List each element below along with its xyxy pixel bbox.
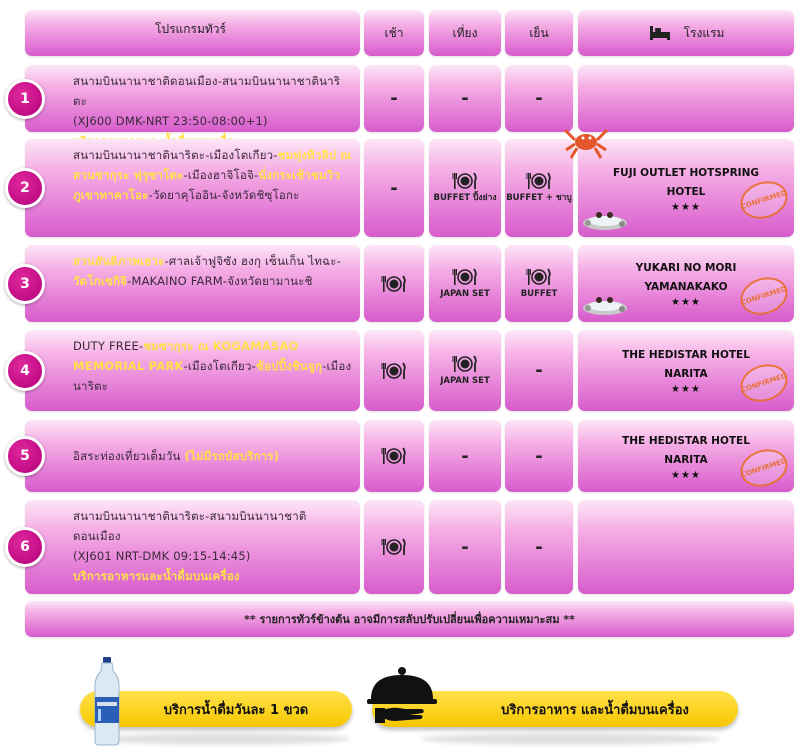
program-segment: สนามบินนานาชาติดอนเมือง-สนามบินนานาชาตินาริตะ	[73, 74, 341, 108]
header-program	[25, 10, 360, 56]
meal-icon	[452, 267, 478, 287]
no-meal-dash: -	[390, 177, 398, 199]
program-segment: -เมืองโตเกียว-	[183, 359, 256, 373]
crab-icon	[563, 120, 609, 162]
program-text	[73, 145, 352, 205]
day-1-breakfast	[364, 65, 424, 132]
day-6-dinner	[505, 500, 573, 594]
day-6-program	[25, 500, 360, 594]
confirmed-stamp: CONFIRMED	[736, 443, 793, 492]
day-2-breakfast	[364, 139, 424, 237]
no-meal-dash: -	[535, 88, 543, 109]
onsen-icon	[582, 288, 628, 316]
day-3-lunch	[429, 245, 501, 322]
day-5-lunch	[429, 420, 501, 492]
day-6-badge: 6	[5, 527, 45, 567]
meal-icon	[452, 354, 478, 374]
day-5-dinner	[505, 420, 573, 492]
day-4-breakfast	[364, 330, 424, 411]
confirmed-stamp: CONFIRMED	[736, 271, 793, 320]
meal-label: BUFFET ปิ้งย่าง	[433, 193, 497, 203]
meal-service-label: บริการอาหาร และน้ำดื่มบนเครื่อง	[501, 702, 689, 718]
day-4-badge: 4	[5, 351, 45, 391]
hotel-name: FUJI OUTLET HOTSPRING HOTEL	[613, 166, 759, 198]
program-segment: สนามบินนานาชาตินาริตะ-สนามบินนานาชาติดอนเมือง	[73, 509, 307, 543]
program-segment: -วัดยาคุโออิน-จังหวัดชิซุโอกะ	[148, 188, 300, 202]
meal-label: BUFFET + ชาบู	[506, 193, 572, 203]
day-6-hotel	[578, 500, 794, 594]
meal-icon	[381, 537, 407, 557]
program-text	[73, 446, 352, 466]
meal-label: JAPAN SET	[440, 375, 490, 386]
day-5-badge: 5	[5, 436, 45, 476]
day-5-breakfast	[364, 420, 424, 492]
header-program-label: โปรแกรมทัวร์	[155, 22, 226, 36]
day-3-badge: 3	[5, 264, 45, 304]
program-highlight: วัดโกเซกิจิ	[73, 274, 128, 288]
program-segment: (XJ600 DMK-NRT 23:50-08:00+1)	[73, 114, 268, 128]
day-4-lunch	[429, 330, 501, 411]
program-segment: -ศาลเจ้าฟูจิซัง ฮงกุ เซ็นเก็น ไทฉะ-	[164, 254, 341, 268]
no-meal-dash: -	[535, 445, 543, 467]
no-meal-dash: -	[461, 536, 469, 558]
day-1-hotel	[578, 65, 794, 132]
no-meal-dash: -	[535, 536, 543, 558]
meal-icon	[381, 274, 407, 294]
header-hotel-label: โรงแรม	[683, 25, 725, 40]
day-2-lunch	[429, 139, 501, 237]
meal-icon	[526, 171, 552, 191]
no-meal-dash: -	[390, 88, 398, 109]
program-segment: อิสระท่องเที่ยวเต็มวัน	[73, 449, 185, 463]
program-highlight: ช้อปปิ้งชินจูกุ	[256, 359, 323, 373]
program-segment: สนามบินนานาชาตินาริตะ-เมืองโตเกียว-	[73, 148, 278, 162]
hotel-stars: ★★★	[671, 469, 701, 481]
program-highlight: นั่งกระเช้าชมวิว ภูเขาทาคาโอะ	[73, 168, 340, 202]
confirmed-stamp: CONFIRMED	[736, 358, 793, 407]
program-highlight: (ไม่มีรถบัสบริการ)	[184, 449, 280, 463]
water-service-label: บริการน้ำดื่มวันละ 1 ขวด	[163, 702, 309, 718]
hotel-name: THE HEDISTAR HOTEL NARITA	[622, 349, 750, 380]
program-text	[73, 506, 352, 586]
meal-label: JAPAN SET	[440, 288, 490, 299]
no-meal-dash: -	[461, 445, 469, 467]
meal-icon	[452, 171, 478, 191]
water-pill-shadow	[100, 733, 350, 745]
header-lunch-label: เที่ยง	[452, 25, 478, 40]
day-5-program	[25, 420, 360, 492]
hotel-stars: ★★★	[671, 201, 701, 213]
program-highlight: บริการอาหารและน้ำดื่มบนเครื่อง	[73, 569, 240, 583]
hotel-stars: ★★★	[671, 297, 701, 308]
hotel-name: THE HEDISTAR HOTEL NARITA	[622, 434, 750, 466]
program-text	[73, 251, 352, 291]
water-bottle-icon	[92, 657, 122, 747]
day-5-hotel	[578, 420, 794, 492]
day-4-dinner	[505, 330, 573, 411]
program-segment: -MAKAINO FARM-จังหวัดยามานะชิ	[127, 274, 313, 288]
footer-note-text: ** รายการทัวร์ข้างต้น อาจมีการสลับปรับเปลี่ยนเพื่อความเหมาะสม **	[244, 613, 575, 626]
program-segment: -เมืองนาริตะ	[73, 359, 352, 393]
program-highlight: ชมทุ่งทิวลิป ณ สวนซากุระ ฟุรุซาโตะ	[73, 148, 352, 182]
day-2-program	[25, 139, 360, 237]
header-dinner-label: เย็น	[529, 25, 549, 40]
program-text	[73, 336, 352, 396]
day-4-program	[25, 330, 360, 411]
day-1-lunch	[429, 65, 501, 132]
onsen-icon	[582, 203, 628, 231]
day-2-badge: 2	[5, 168, 45, 208]
day-6-breakfast	[364, 500, 424, 594]
day-1-badge: 1	[5, 79, 45, 119]
header-lunch	[429, 10, 501, 56]
hotel-name: YUKARI NO MORI YAMANAKAKO	[635, 262, 737, 293]
meal-icon	[526, 267, 552, 287]
footer-note	[25, 601, 794, 637]
program-segment: -เมืองฮาจิโอจิ-	[183, 168, 259, 182]
no-meal-dash: -	[535, 360, 543, 381]
confirmed-stamp: CONFIRMED	[736, 175, 793, 224]
day-3-breakfast	[364, 245, 424, 322]
meal-icon	[381, 361, 407, 381]
bed-icon	[648, 23, 672, 43]
day-1-program	[25, 65, 360, 132]
no-meal-dash: -	[461, 88, 469, 109]
cloche-icon	[365, 665, 439, 727]
day-4-hotel	[578, 330, 794, 411]
day-3-program	[25, 245, 360, 322]
program-segment: (XJ601 NRT-DMK 09:15-14:45)	[73, 549, 251, 563]
day-6-lunch	[429, 500, 501, 594]
header-breakfast-label: เช้า	[384, 25, 404, 40]
program-highlight: สวนสันติภาพเฮวะ	[73, 254, 165, 268]
meal-pill-shadow	[420, 733, 720, 745]
header-hotel	[578, 10, 794, 56]
header-breakfast	[364, 10, 424, 56]
hotel-stars: ★★★	[671, 384, 701, 395]
program-segment: DUTY FREE-	[73, 339, 144, 353]
header-dinner	[505, 10, 573, 56]
meal-label: BUFFET	[520, 288, 558, 299]
day-3-dinner	[505, 245, 573, 322]
program-highlight: ชมซากุระ ณ KOGAMASAO MEMORIAL PARK	[73, 339, 299, 373]
meal-icon	[381, 446, 407, 466]
